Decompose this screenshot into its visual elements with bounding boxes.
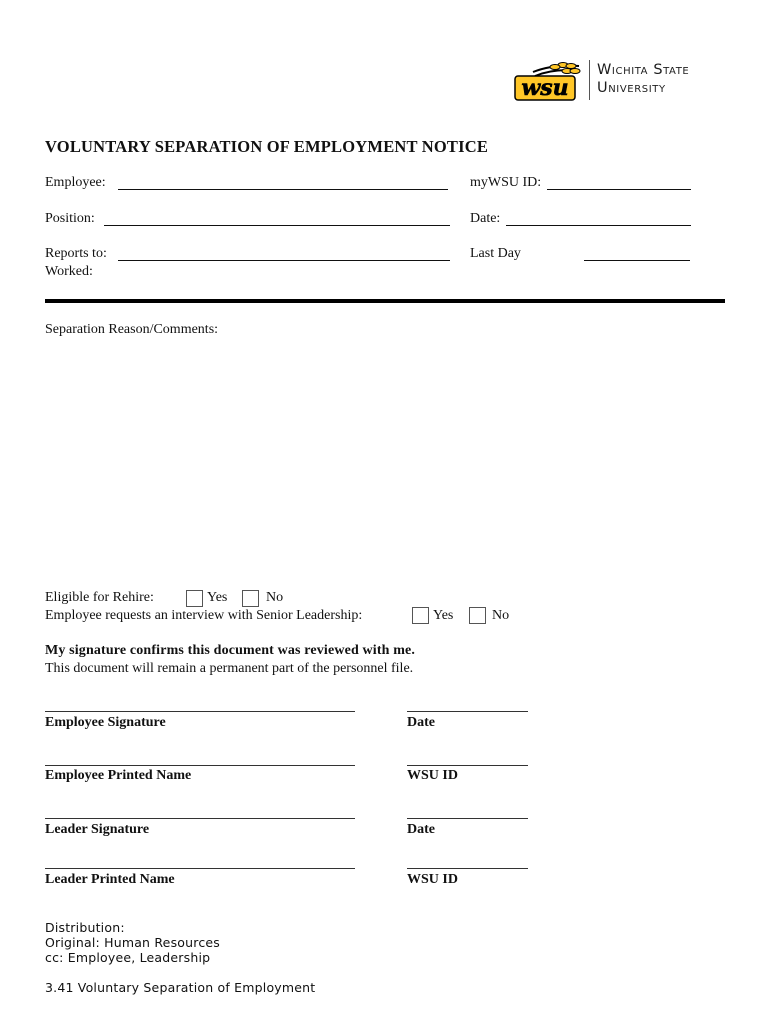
rehire-yes-checkbox[interactable]: [186, 590, 203, 607]
position-field[interactable]: [104, 225, 450, 226]
interview-yes-label: Yes: [433, 608, 454, 623]
rehire-no-checkbox[interactable]: [242, 590, 259, 607]
leader-printed-name-line[interactable]: [45, 868, 355, 869]
logo-divider: [589, 60, 590, 100]
employee-signature-date-line[interactable]: [407, 711, 528, 712]
mywsu-id-label: myWSU ID:: [470, 175, 542, 190]
university-name-line2: University: [597, 80, 666, 96]
employee-wsu-id-line[interactable]: [407, 765, 528, 766]
svg-text:wsu: wsu: [521, 75, 569, 101]
employee-signature-line[interactable]: [45, 711, 355, 712]
last-day-label: Last Day: [470, 246, 521, 261]
leader-signature-date-label: Date: [407, 822, 435, 837]
university-name: [597, 61, 689, 97]
employee-printed-name-label: Employee Printed Name: [45, 768, 192, 783]
interview-no-checkbox[interactable]: [469, 607, 486, 624]
date-field[interactable]: [506, 225, 691, 226]
leader-signature-label: Leader Signature: [45, 822, 150, 837]
mywsu-id-field[interactable]: [547, 189, 691, 190]
confirmation-statement: My signature confirms this document was reviewed with me.: [45, 643, 416, 658]
wsu-logo: [513, 58, 713, 104]
leader-wsu-id-label: WSU ID: [407, 872, 458, 887]
distribution-heading: Distribution:: [45, 920, 125, 935]
rehire-no-label: No: [266, 590, 284, 605]
interview-no-label: No: [492, 608, 510, 623]
reports-to-label: Reports to:: [45, 246, 107, 261]
leader-printed-name-label: Leader Printed Name: [45, 872, 175, 887]
personnel-file-note: This document will remain a permanent part of the personnel file.: [45, 661, 414, 676]
last-day-field[interactable]: [584, 260, 690, 261]
wheat-shocker-logo-icon: [513, 58, 581, 104]
leader-signature-line[interactable]: [45, 818, 355, 819]
employee-label: Employee:: [45, 175, 106, 190]
separation-reason-area[interactable]: [45, 342, 725, 582]
separation-reason-label: Separation Reason/Comments:: [45, 322, 219, 337]
employee-signature-date-label: Date: [407, 715, 435, 730]
rehire-yes-label: Yes: [207, 590, 228, 605]
date-label: Date:: [470, 211, 501, 226]
worked-label: Worked:: [45, 264, 93, 279]
employee-printed-name-line[interactable]: [45, 765, 355, 766]
form-title: VOLUNTARY SEPARATION OF EMPLOYMENT NOTICE: [45, 137, 489, 156]
distribution-cc: cc: Employee, Leadership: [45, 950, 211, 965]
distribution-block: [45, 920, 220, 965]
employee-field[interactable]: [118, 189, 448, 190]
leader-signature-date-line[interactable]: [407, 818, 528, 819]
interview-yes-checkbox[interactable]: [412, 607, 429, 624]
rehire-label: Eligible for Rehire:: [45, 590, 154, 605]
employee-wsu-id-label: WSU ID: [407, 768, 458, 783]
university-name-line1: Wichita State: [597, 62, 690, 78]
distribution-original: Original: Human Resources: [45, 935, 220, 950]
form-footer: 3.41 Voluntary Separation of Employment: [45, 980, 316, 995]
leader-wsu-id-line[interactable]: [407, 868, 528, 869]
section-divider: [45, 299, 725, 303]
reports-to-field[interactable]: [118, 260, 450, 261]
employee-signature-label: Employee Signature: [45, 715, 166, 730]
position-label: Position:: [45, 211, 95, 226]
interview-label: Employee requests an interview with Senior Leadership:: [45, 608, 363, 623]
